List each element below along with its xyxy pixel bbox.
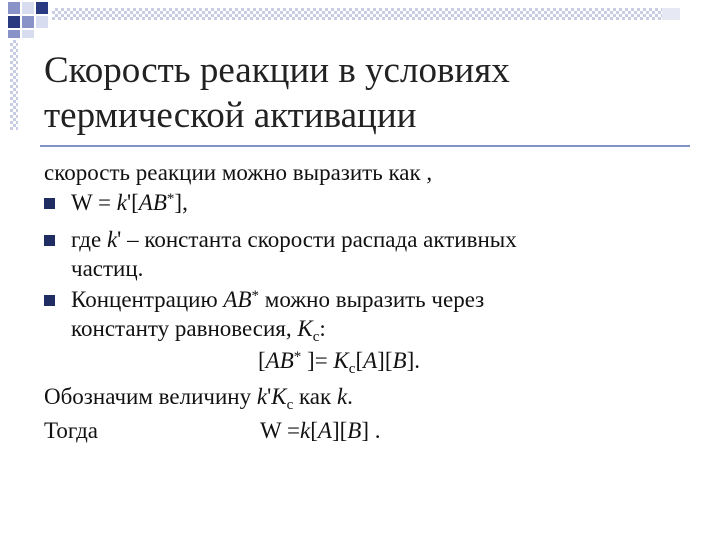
deco-square — [22, 30, 34, 38]
deco-strip-end — [662, 8, 680, 20]
intro-line: скорость реакции можно выразить как , — [44, 160, 433, 185]
text: . — [347, 384, 353, 409]
var-A: A — [317, 418, 332, 443]
then-equation — [260, 416, 381, 445]
text: ' – константа скорости распада активных — [117, 227, 517, 252]
corner-decoration — [0, 0, 720, 40]
star: * — [166, 191, 175, 207]
text: ]. — [406, 348, 420, 373]
text: как — [293, 384, 337, 409]
subscript: c — [348, 361, 356, 377]
text: ] . — [361, 418, 381, 443]
deco-square — [22, 16, 34, 28]
text: ]= — [301, 348, 334, 373]
equation — [258, 346, 420, 375]
bullet-square-icon — [44, 235, 55, 246]
text: где — [71, 227, 107, 252]
then-label: Тогда — [44, 418, 99, 443]
text: ], — [174, 190, 188, 215]
var-B: B — [347, 418, 362, 443]
var-K: K — [297, 316, 313, 341]
deco-vstrip — [10, 40, 18, 130]
var-k: k — [300, 418, 311, 443]
text: [ — [310, 418, 318, 443]
bullet-square-icon — [44, 295, 55, 306]
text: константу равновесия, — [71, 316, 298, 341]
subscript: c — [286, 397, 294, 413]
deco-square — [8, 2, 20, 14]
text: '[ — [126, 190, 139, 215]
title-line-2: термической активации — [44, 95, 417, 136]
var-k: k — [106, 227, 118, 252]
title-line-1: Скорость реакции в условиях — [44, 50, 510, 91]
text: Обозначим величину — [44, 384, 257, 409]
var-k: k — [336, 384, 348, 409]
slide-title — [44, 48, 684, 138]
var-ab: AB — [223, 287, 252, 312]
bullet-3-text — [71, 285, 484, 314]
text: [ — [258, 348, 266, 373]
var-k: k — [116, 190, 127, 215]
title-underline — [40, 145, 690, 147]
deco-square — [22, 2, 34, 14]
deco-square — [36, 2, 48, 14]
text: можно выразить через — [259, 287, 485, 312]
deco-square — [8, 16, 20, 28]
var-K: K — [271, 384, 287, 409]
text: [ — [355, 348, 364, 373]
text: : — [319, 316, 326, 341]
text: W = — [71, 190, 117, 215]
deco-square — [8, 30, 20, 38]
subscript: c — [312, 329, 320, 345]
star: * — [293, 349, 302, 365]
text: ' — [267, 384, 272, 409]
var-B: B — [392, 348, 407, 373]
text: W = — [260, 418, 301, 443]
var-ab: AB — [265, 348, 294, 373]
bullet-square-icon — [44, 198, 55, 209]
deco-strip — [52, 8, 662, 20]
bullet-2-cont: частиц. — [71, 256, 144, 281]
text: ][ — [377, 348, 393, 373]
denote-line — [44, 382, 353, 411]
star: * — [251, 288, 260, 304]
var-K: K — [333, 348, 349, 373]
var-k: k — [256, 384, 268, 409]
bullet-1-text — [71, 188, 188, 217]
text: Концентрацию — [71, 287, 224, 312]
var-A: A — [363, 348, 378, 373]
deco-square — [36, 16, 48, 28]
var-ab: AB — [138, 190, 167, 215]
bullet-3-cont — [71, 314, 326, 343]
bullet-2-text — [71, 225, 517, 254]
text: ][ — [331, 418, 348, 443]
